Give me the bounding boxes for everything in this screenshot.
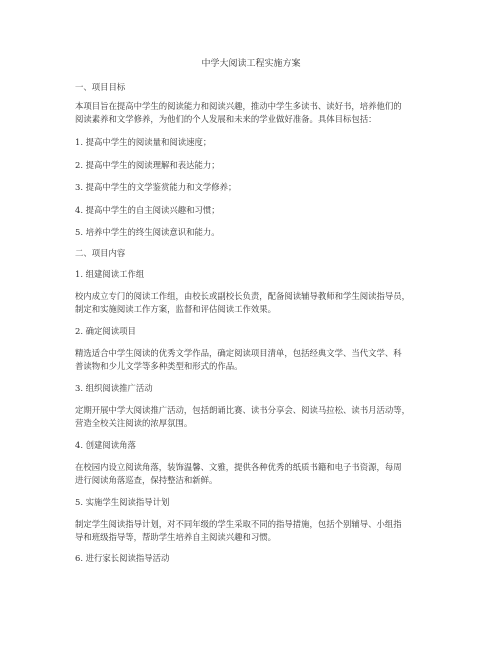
- content-item-6-title: 6. 进行家长阅读指导活动: [75, 553, 170, 563]
- goal-item-1: 1. 提高中学生的阅读量和阅读速度；: [75, 137, 212, 147]
- content-item-3-title: 3. 组织阅读推广活动: [75, 383, 153, 393]
- content-item-2-title: 2. 确定阅读项目: [75, 326, 136, 336]
- goal-item-2: 2. 提高中学生的阅读理解和表达能力；: [75, 160, 220, 170]
- content-item-2-line-1: 精选适合中学生阅读的优秀文学作品，确定阅读项目清单，包括经典文学、当代文学、科: [75, 348, 402, 358]
- content-item-3-line-2: 营造全校关注阅读的浓厚氛围。: [75, 418, 193, 428]
- content-item-4-line-2: 进行阅读角落巡查，保持整洁和新鲜。: [75, 475, 218, 485]
- content-item-1-line-2: 制定和实施阅读工作方案，监督和评估阅读工作效果。: [75, 304, 276, 314]
- content-item-1-title: 1. 组建阅读工作组: [75, 269, 145, 279]
- content-item-4-line-1: 在校园内设立阅读角落，装饰温馨、文雅，提供各种优秀的纸质书籍和电子书资源，每周: [75, 462, 402, 472]
- goal-item-5: 5. 培养中学生的终生阅读意识和能力。: [75, 227, 220, 237]
- document-title: 中学大阅读工程实施方案: [201, 59, 301, 69]
- content-item-1-line-1: 校内成立专门的阅读工作组，由校长或副校长负责，配备阅读辅导教师和学生阅读指导员，: [75, 291, 410, 301]
- goal-item-4: 4. 提高中学生的自主阅读兴趣和习惯；: [75, 205, 220, 215]
- content-item-5-title: 5. 实施学生阅读指导计划: [75, 497, 170, 507]
- content-item-5-line-1: 制定学生阅读指导计划，对不同年级的学生采取不同的指导措施，包括个别辅导、小组指: [75, 519, 402, 529]
- intro-paragraph-line-2: 阅读素养和文学修养，为他们的个人发展和未来的学业做好准备。具体目标包括：: [75, 114, 377, 124]
- content-item-3-line-1: 定期开展中学大阅读推广活动，包括朗诵比赛、读书分享会、阅读马拉松、读书月活动等，: [75, 405, 410, 415]
- content-item-5-line-2: 导和班级指导等，帮助学生培养自主阅读兴趣和习惯。: [75, 532, 276, 542]
- goal-item-3: 3. 提高中学生的文学鉴赏能力和文学修养；: [75, 182, 237, 192]
- section-heading-goals: 一、项目目标: [75, 82, 126, 92]
- content-item-2-line-2: 普读物和少儿文学等多种类型和形式的作品。: [75, 361, 243, 371]
- content-item-4-title: 4. 创建阅读角落: [75, 440, 136, 450]
- section-heading-content: 二、项目内容: [75, 248, 126, 258]
- intro-paragraph-line-1: 本项目旨在提高中学生的阅读能力和阅读兴趣，推动中学生多读书、读好书，培养他们的: [75, 101, 402, 111]
